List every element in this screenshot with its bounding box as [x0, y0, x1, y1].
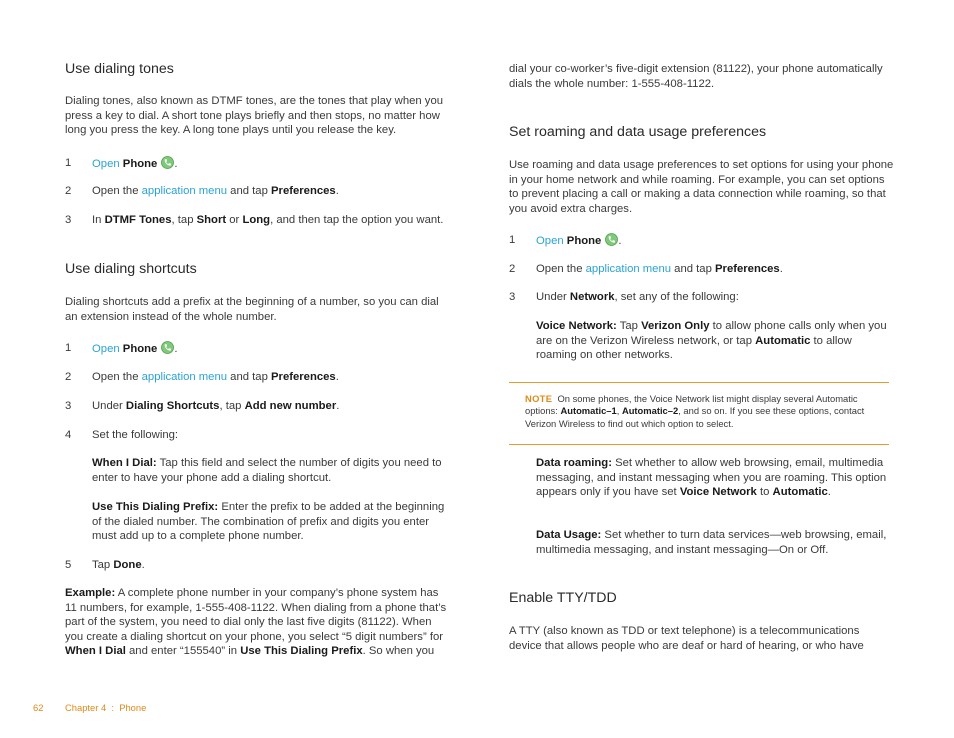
open-link[interactable]: Open	[92, 158, 120, 170]
open-link[interactable]: Open	[536, 235, 564, 247]
application-menu-link[interactable]: application menu	[141, 371, 228, 383]
tty-intro: A TTY (also known as TDD or text telephone) is a telecommunications device that allows people who are deaf or hard of hearing, or who have	[509, 625, 864, 652]
phone-app-icon[interactable]	[161, 341, 174, 354]
example-continued: dial your co-worker’s five-digit extension (81122), your phone automatically dials the whole number: 1-555-408-1122.	[509, 63, 883, 90]
dialing-prefix-description: Use This Dialing Prefix: Enter the prefix to be added at the beginning of the dialed number. The combination of prefix and digits you enter must add up to a complete phone number.	[92, 501, 445, 543]
data-usage-description: Data Usage: Set whether to turn data services—web browsing, email, multimedia messaging, and instant messaging—On or Off.	[536, 529, 887, 556]
dialing-tones-intro: Dialing tones, also known as DTMF tones, are the tones that play when you press a key to dial. A short tone plays briefly and then stops, no matter how long you press the key. A long tone plays until you release the key.	[65, 95, 444, 137]
heading-enable-tty: Enable TTY/TDD	[509, 590, 617, 606]
application-menu-link[interactable]: application menu	[141, 185, 228, 197]
example-paragraph: Example: A complete phone number in your company’s phone system has 11 numbers, for example, 1-555-408-1122. When dialing from a phone that’s part of the system, you need to dial only the last five digits (81122). When you create a dialing shortcut on your phone, you select “5 digit numbers” for When I Dial and enter “155540” in Use This Dialing Prefix. So when you	[65, 587, 447, 658]
page-number: 62	[33, 702, 44, 713]
phone-app-icon[interactable]	[161, 156, 174, 169]
note-box	[509, 382, 889, 445]
note-text: NOTE On some phones, the Voice Network list might display several Automatic options: Automatic–1, Automatic–2, and so on. If you see these options, contact Verizon Wireless to find out which option to select.	[525, 393, 865, 429]
data-roaming-description: Data roaming: Set whether to allow web browsing, email, multimedia messaging, and instant messaging when you are roaming. This option appears only if you have set Voice Network to Automatic.	[536, 457, 887, 499]
phone-app-icon[interactable]	[605, 233, 618, 246]
open-link[interactable]: Open	[92, 343, 120, 355]
chapter-label: Chapter 4 : Phone	[65, 702, 147, 713]
heading-dialing-tones: Use dialing tones	[65, 61, 174, 77]
note-label: NOTE	[525, 393, 553, 404]
application-menu-link[interactable]: application menu	[585, 263, 672, 275]
heading-dialing-shortcuts: Use dialing shortcuts	[65, 261, 197, 277]
when-i-dial-description: When I Dial: Tap this field and select the number of digits you need to enter to have your phone add a dialing shortcut.	[92, 457, 442, 484]
roaming-intro: Use roaming and data usage preferences to set options for using your phone in your home network and while roaming. For example, you can set options to prevent placing a call or making a data connection while roaming, so that you avoid extra charges.	[509, 159, 894, 215]
dialing-shortcuts-intro: Dialing shortcuts add a prefix at the beginning of a number, so you can dial an extension instead of the whole number.	[65, 296, 439, 323]
heading-roaming-preferences: Set roaming and data usage preferences	[509, 124, 767, 140]
voice-network-description: Voice Network: Tap Verizon Only to allow phone calls only when you are on the Verizon Wireless network, or tap Automatic to allow roaming on other networks.	[536, 320, 887, 362]
